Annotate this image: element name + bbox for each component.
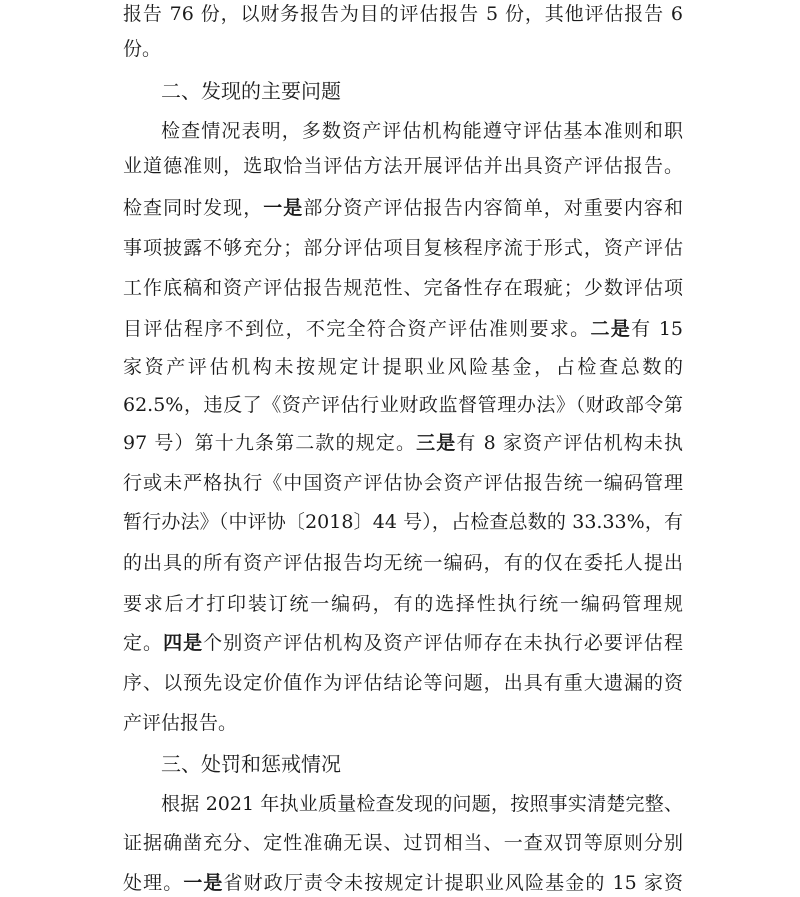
text-span: 部分资产评估报告内容简单，对重要内容和 [303,197,683,219]
bold-marker-one: 一是 [263,197,304,219]
section-2-line-12: 的出具的所有资产评估报告均无统一编码，有的仅在委托人提出 [123,552,683,574]
section-2-line-9 [123,431,683,455]
text-span: 个别资产评估机构及资产评估师存在未执行必要评估程 [203,632,683,654]
section-2-line-6 [123,317,683,341]
text-span: 有 15 [631,318,683,340]
section-2-line-3 [123,196,683,220]
intro-line-1: 报告 76 份，以财务报告为目的评估报告 5 份，其他评估报告 6 [123,3,683,25]
section-2-line-14 [123,631,683,655]
section-2-line-7: 家资产评估机构未按规定计提职业风险基金，占检查总数的 [123,356,683,378]
text-span: 定。 [123,632,164,654]
bold-marker-four: 四是 [163,632,204,654]
section-2-heading: 二、发现的主要问题 [161,79,341,103]
section-2-line-2: 业道德准则，选取恰当评估方法开展评估并出具资产评估报告。 [123,155,683,177]
section-2-line-1: 检查情况表明，多数资产评估机构能遵守评估基本准则和职 [161,120,683,142]
text-span: 处理。 [123,872,184,894]
section-3-line-3 [123,871,683,895]
bold-marker-two: 二是 [590,318,632,340]
section-2-line-16: 产评估报告。 [123,712,238,734]
text-span: 有 8 家资产评估机构未执 [456,432,684,454]
intro-line-2: 份。 [123,38,162,60]
text-span: 检查同时发现， [123,197,264,219]
section-3-line-2: 证据确凿充分、定性准确无误、过罚相当、一查双罚等原则分别 [123,832,683,854]
section-2-line-4: 事项披露不够充分；部分评估项目复核程序流于形式，资产评估 [123,237,683,259]
bold-marker-one-sec3: 一是 [183,872,224,894]
section-2-line-10: 行或未严格执行《中国资产评估协会资产评估报告统一编码管理 [123,472,683,494]
section-2-line-8: 62.5%，违反了《资产评估行业财政监督管理办法》（财政部令第 [123,394,683,416]
text-span: 省财政厅责令未按规定计提职业风险基金的 15 家资 [223,872,683,894]
section-3-line-1: 根据 2021 年执业质量检查发现的问题，按照事实清楚完整、 [161,793,683,815]
section-3-heading: 三、处罚和惩戒情况 [161,752,341,776]
section-2-line-5: 工作底稿和资产评估报告规范性、完备性存在瑕疵；少数评估项 [123,277,683,299]
text-span: 97 号）第十九条第二款的规定。 [123,432,417,454]
section-2-line-15: 序、以预先设定价值作为评估结论等问题，出具有重大遗漏的资 [123,672,683,694]
text-span: 目评估程序不到位，不完全符合资产评估准则要求。 [123,318,591,340]
section-2-line-13: 要求后才打印装订统一编码，有的选择性执行统一编码管理规 [123,593,683,615]
bold-marker-three: 三是 [416,432,457,454]
section-2-line-11: 暂行办法》（中评协〔2018〕44 号），占检查总数的 33.33%，有 [123,511,683,533]
